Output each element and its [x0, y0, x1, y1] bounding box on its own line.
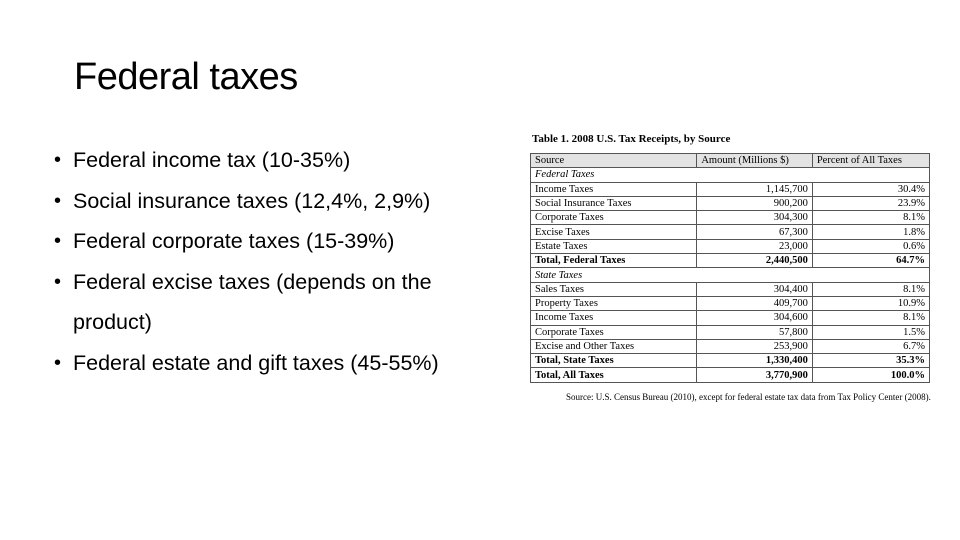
table-row	[531, 325, 930, 339]
cell-amount: 304,600	[697, 311, 812, 325]
bullet-item: • Federal estate and gift taxes (45-55%)	[54, 343, 509, 384]
cell-percent: 1.8%	[812, 225, 929, 239]
table-row	[531, 182, 930, 196]
tax-table-figure	[530, 133, 942, 403]
section-label: State Taxes	[531, 268, 930, 282]
table-row	[531, 239, 930, 253]
cell-amount: 409,700	[697, 296, 812, 310]
cell-percent: 1.5%	[812, 325, 929, 339]
cell-source: Excise Taxes	[531, 225, 697, 239]
table-row	[531, 211, 930, 225]
cell-source: Estate Taxes	[531, 239, 697, 253]
cell-source: Corporate Taxes	[531, 211, 697, 225]
tax-receipts-table	[530, 153, 930, 383]
cell-percent: 100.0%	[812, 368, 929, 382]
table-row	[531, 196, 930, 210]
header-amount: Amount (Millions $)	[697, 154, 812, 168]
cell-amount: 253,900	[697, 339, 812, 353]
cell-source: Income Taxes	[531, 182, 697, 196]
cell-amount: 1,330,400	[697, 354, 812, 368]
table-row	[531, 339, 930, 353]
cell-amount: 57,800	[697, 325, 812, 339]
header-source: Source	[531, 154, 697, 168]
cell-percent: 0.6%	[812, 239, 929, 253]
table-body	[531, 168, 930, 382]
header-percent: Percent of All Taxes	[812, 154, 929, 168]
cell-source: Total, State Taxes	[531, 354, 697, 368]
cell-source: Excise and Other Taxes	[531, 339, 697, 353]
cell-amount: 304,400	[697, 282, 812, 296]
total-row-federal	[531, 254, 930, 268]
table-caption: Table 1. 2008 U.S. Tax Receipts, by Source	[532, 133, 731, 145]
table-row	[531, 282, 930, 296]
cell-percent: 10.9%	[812, 296, 929, 310]
section-federal	[531, 168, 930, 182]
cell-source: Corporate Taxes	[531, 325, 697, 339]
cell-source: Sales Taxes	[531, 282, 697, 296]
cell-percent: 30.4%	[812, 182, 929, 196]
table-row	[531, 225, 930, 239]
section-label: Federal Taxes	[531, 168, 930, 182]
table-header-row	[531, 154, 930, 168]
cell-source: Total, Federal Taxes	[531, 254, 697, 268]
cell-percent: 35.3%	[812, 354, 929, 368]
total-row-state	[531, 354, 930, 368]
cell-percent: 6.7%	[812, 339, 929, 353]
cell-source: Total, All Taxes	[531, 368, 697, 382]
section-state	[531, 268, 930, 282]
cell-amount: 1,145,700	[697, 182, 812, 196]
cell-source: Social Insurance Taxes	[531, 196, 697, 210]
cell-source: Income Taxes	[531, 311, 697, 325]
total-row-all	[531, 368, 930, 382]
cell-percent: 8.1%	[812, 311, 929, 325]
source-note: Source: U.S. Census Bureau (2010), except for federal estate tax data from Tax Policy Center (2008).	[566, 391, 931, 402]
bullet-item: • Social insurance taxes (12,4%, 2,9%)	[54, 181, 509, 222]
cell-amount: 2,440,500	[697, 254, 812, 268]
bullet-list	[54, 140, 509, 383]
cell-percent: 64.7%	[812, 254, 929, 268]
slide-title: Federal taxes	[74, 56, 298, 98]
bullet-item: • Federal income tax (10-35%)	[54, 140, 509, 181]
cell-amount: 3,770,900	[697, 368, 812, 382]
table-row	[531, 311, 930, 325]
bullet-item: • Federal corporate taxes (15-39%)	[54, 221, 509, 262]
cell-amount: 304,300	[697, 211, 812, 225]
bullet-item: • Federal excise taxes (depends on the product)	[54, 262, 509, 343]
table-row	[531, 296, 930, 310]
cell-amount: 67,300	[697, 225, 812, 239]
cell-percent: 23.9%	[812, 196, 929, 210]
cell-percent: 8.1%	[812, 282, 929, 296]
cell-source: Property Taxes	[531, 296, 697, 310]
cell-amount: 23,000	[697, 239, 812, 253]
cell-amount: 900,200	[697, 196, 812, 210]
cell-percent: 8.1%	[812, 211, 929, 225]
